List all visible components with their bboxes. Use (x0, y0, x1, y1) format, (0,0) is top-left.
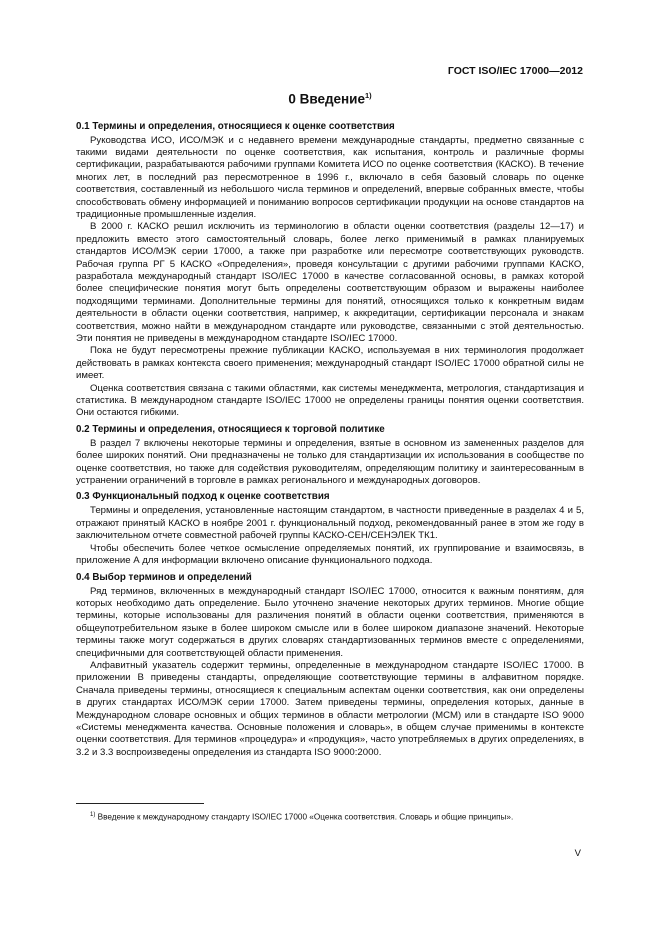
footnote-mark: 1) (90, 812, 96, 818)
section-heading: 0.2 Термины и определения, относящиеся к торговой политике (76, 423, 385, 435)
section-0-4 (76, 572, 584, 760)
section-heading: 0.3 Функциональный подход к оценке соответствия (76, 491, 330, 503)
paragraph: Ряд терминов, включенных в международный стандарт ISO/IEC 17000, относится к важным понятиям, для которых необходимо дать определение. Было уточнено значение некоторых других терминов. Многие общие термины, которые использованы для различения понятий в области оценки соответствия, применяются в общеупотребительном языке в более широком смысле или в более широком диапазоне значений. Некоторые термины также могут содержаться в других словарях стандартизованных терминов вместе с определениями, специфичными для соответствующей области применения. (76, 585, 584, 659)
section-heading: 0.1 Термины и определения, относящиеся к оценке соответствия (76, 120, 395, 132)
paragraph: Термины и определения, установленные настоящим стандартом, в частности приведенные в разделах 4 и 5, отражают принятый КАСКО в ноябре 2001 г. функциональный подход, рекомендованный ранее в этом же году в заключительном отчете совместной рабочей группы КАСКО-СЕН/СЕНЭЛЕК ТК1. (76, 505, 584, 542)
section-0-1 (76, 121, 584, 420)
section-heading: 0.4 Выбор терминов и определений (76, 571, 252, 583)
standard-header: ГОСТ ISO/IEC 17000—2012 (447, 65, 583, 77)
paragraph: Оценка соответствия связана с такими областями, как системы менеджмента, метрология, стандартизация и статистика. В международном стандарте ISO/IEC 17000 не определены границы понятия оценки соответствия. Они остаются гибкими. (76, 382, 584, 419)
footnote-divider (76, 803, 204, 804)
section-0-3 (76, 491, 584, 567)
paragraph: Руководства ИСО, ИСО/МЭК и с недавнего времени международные стандарты, предметно связанные с такими видами деятельности по оценке соответствия, как испытания, контроль и различные формы сертификации, разрабатываются рабочими группами Комитета ИСО по оценке соответствия (КАСКО). В течение многих лет, в последний раз пересмотренное в 1996 г., включало в себя базовый словарь по оценке соответствия, составленный из небольшого числа терминов и определений, впервые собранных вместе, чтобы способствовать обмену информацией и пониманию вопросов сертификации продукции на основе стандартов на традиционные промышленные изделия. (76, 134, 584, 220)
paragraph: В 2000 г. КАСКО решил исключить из терминологию в области оценки соответствия (разделы 12—17) и предложить вместо этого самостоятельный словарь, более легко применимый в рамках планируемых стандартов ИСО/МЭК серии 17000, а также при разработке или пересмотре соответствующих руководств. Рабочая группа РГ 5 КАСКО «Определения», проведя консультации с другими рабочими группами КАСКО, разработала международный стандарт ISO/IEC 17000 в качестве согласованной основы, в рамках которой более специфические понятия могут быть определены соответствующим образом и выражены наиболее подходящими терминами. Дополнительные термины для понятий, относящихся только к конкретным видам деятельности в области оценки соответствия, например, к аккредитации, сертификации персонала и знакам соответствия, можно найти в международном стандарте или руководстве, связанными с этой деятельностью. Эти понятия не приведены в международном стандарте ISO/IEC 17000. (76, 221, 584, 344)
section-0-2 (76, 424, 584, 488)
paragraph: В раздел 7 включены некоторые термины и определения, взятые в основном из замененных разделов для более широких понятий. Они предназначены не только для стандартизации их использования в сообществе по оценке соответствия, но также для содействия руководителям, определяющим политику и заинтересованным в устранении ограничений в торговле в рамках регионального и международных договоров. (76, 437, 584, 487)
footnote-text: Введение к международному стандарту ISO/IEC 17000 «Оценка соответствия. Словарь и общие принципы». (97, 812, 514, 822)
footnote (90, 812, 585, 822)
paragraph: Алфавитный указатель содержит термины, определенные в международном стандарте ISO/IEC 17000. В приложении В приведены стандарты, определяющие соответствующие термины в алфавитном порядке. Сначала приведены термины, относящиеся к специальным аспектам оценки соответствия, как они определены в других стандартах ИСО/МЭК серии 17000. Затем приведены термины, определения которых, данные в Международном словаре основных и общих терминов в области метрологии (МСМ) или в стандарте ISO 9000 «Системы менеджмента качества. Основные положения и словарь», в общем случае применимы в контексте оценки соответствия. Для терминов «процедура» и «продукция», часто употребляемых в других определениях, в 3.2 и 3.3 воспроизведены определения из стандарта ISO 9000:2000. (76, 659, 584, 758)
paragraph: Пока не будут пересмотрены прежние публикации КАСКО, используемая в них терминология продолжает действовать в рамках контекста своего применения; международный стандарт ISO/IEC 17000 обратной силы не имеет. (76, 345, 584, 382)
title-footnote-mark: 1) (365, 91, 372, 100)
paragraph: Чтобы обеспечить более четкое осмысление определяемых понятий, их группирование и взаимосвязь, в приложение А для информации включено описание функционального подхода. (76, 542, 584, 567)
page-title (76, 91, 584, 107)
title-text: 0 Введение (288, 91, 365, 107)
page-content (76, 88, 584, 763)
page-number: V (574, 848, 581, 859)
